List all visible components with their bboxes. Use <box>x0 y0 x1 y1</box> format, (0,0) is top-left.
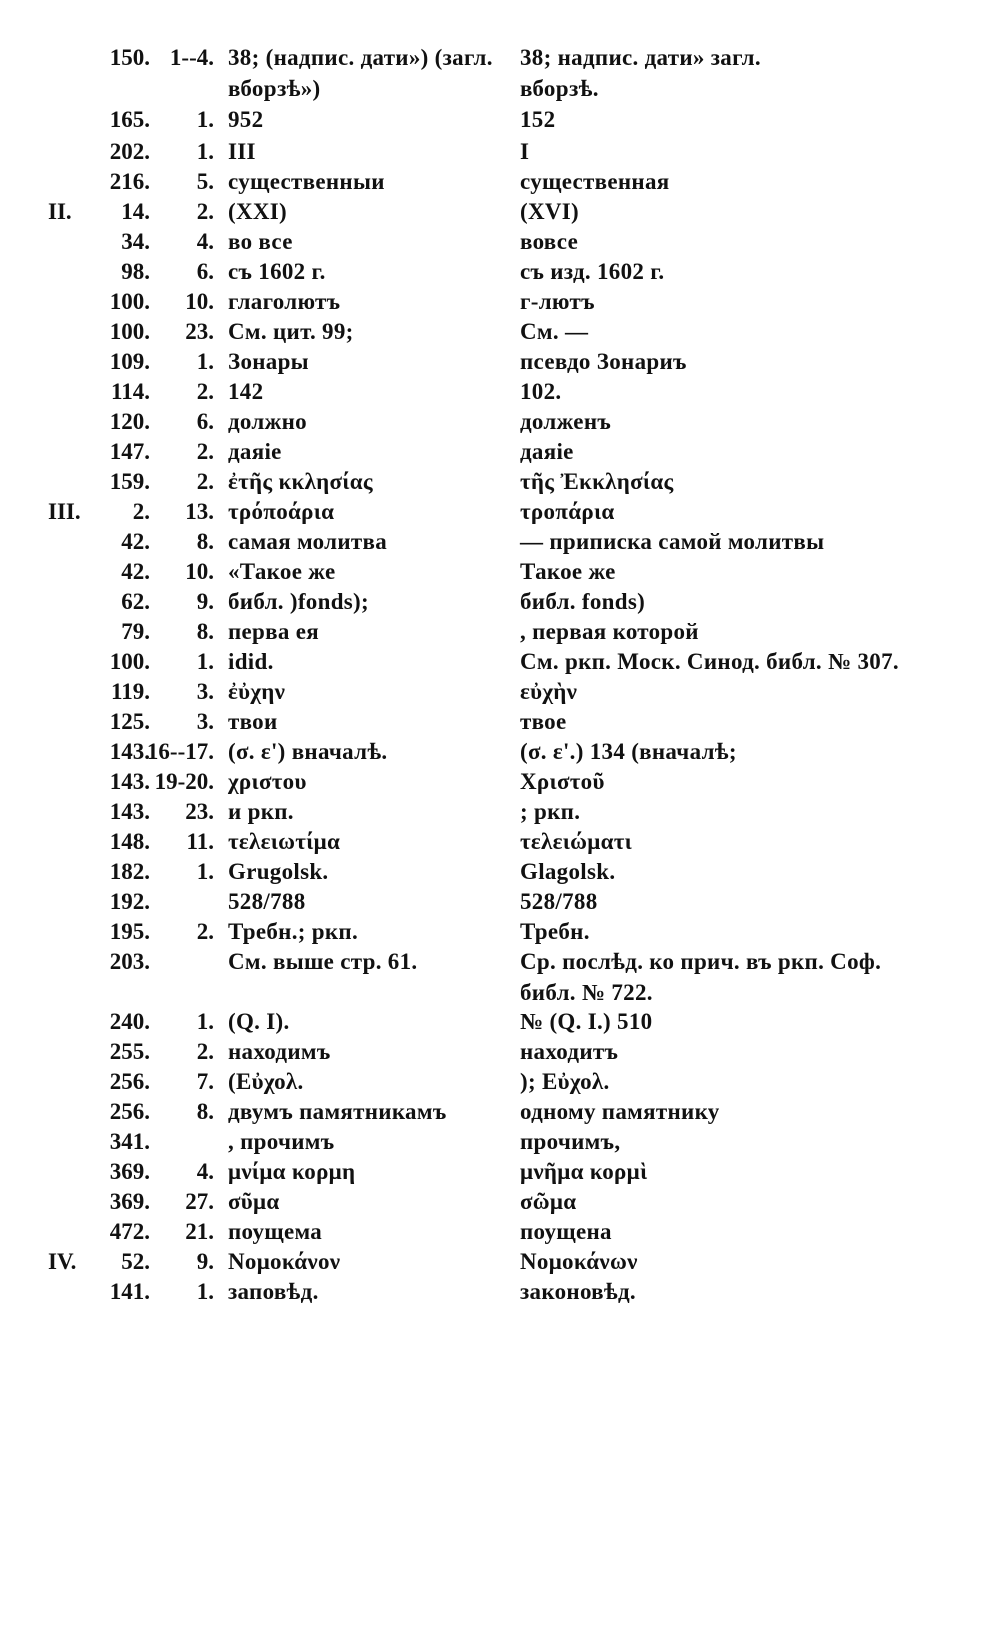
corrected-text: вовсе <box>520 229 579 254</box>
errata-row <box>0 826 1000 857</box>
errata-row <box>0 226 1000 257</box>
errata-row <box>0 466 1000 497</box>
printed-text: См. цит. 99; <box>228 319 354 344</box>
corrected-text: См. ркп. Моск. Синод. библ. № 307. <box>520 649 899 674</box>
line-number: 5. <box>196 169 214 194</box>
errata-row <box>0 1276 1000 1307</box>
printed-text: глаголютъ <box>228 289 341 314</box>
errata-row <box>0 796 1000 827</box>
printed-text: μνίμα κορμη <box>228 1159 356 1184</box>
line-number: 6. <box>196 409 214 434</box>
line-number: 1. <box>196 349 214 374</box>
printed-text: σῦμα <box>228 1189 280 1214</box>
page-number: 159. <box>109 469 150 494</box>
printed-text: двумъ памятникамъ <box>228 1099 447 1124</box>
volume-number: III. <box>48 499 81 524</box>
printed-text: (σ. ε') вначалѣ. <box>228 739 388 764</box>
printed-text: «Такое же <box>228 559 336 584</box>
printed-text: и ркп. <box>228 799 294 824</box>
line-number: 4. <box>196 229 214 254</box>
errata-row <box>0 766 1000 797</box>
line-number: 21. <box>185 1219 214 1244</box>
printed-text: существенныи <box>228 169 385 194</box>
page-number: 14. <box>121 199 150 224</box>
page-number: 143. <box>109 799 150 824</box>
corrected-text: τελειώματι <box>520 829 633 854</box>
page-number: 472. <box>109 1219 150 1244</box>
errata-row <box>0 916 1000 947</box>
errata-row <box>0 346 1000 377</box>
corrected-text: Νομοκάνων <box>520 1249 638 1274</box>
line-number: 1. <box>196 859 214 884</box>
line-number: 2. <box>196 919 214 944</box>
corrected-text: I <box>520 139 530 164</box>
page-number: 100. <box>109 319 150 344</box>
line-number: 1. <box>196 649 214 674</box>
corrected-text: τροπάρια <box>520 499 615 524</box>
errata-row <box>0 1096 1000 1127</box>
corrected-text: См. — <box>520 319 589 344</box>
errata-row <box>0 73 1000 104</box>
line-number: 27. <box>185 1189 214 1214</box>
printed-text: (Εὐχολ. <box>228 1069 304 1094</box>
corrected-text: Ср. послѣд. ко прич. въ ркп. Соф. <box>520 949 882 974</box>
printed-text: τελειωτίμα <box>228 829 341 854</box>
errata-row <box>0 166 1000 197</box>
line-number: 2. <box>196 1039 214 1064</box>
page-number: 125. <box>109 709 150 734</box>
printed-text: III <box>228 139 256 164</box>
errata-row <box>0 676 1000 707</box>
page-number: 143. <box>109 769 150 794</box>
line-number: 7. <box>196 1069 214 1094</box>
page-number: 120. <box>109 409 150 434</box>
page-number: 203. <box>109 949 150 974</box>
line-number: 13. <box>185 499 214 524</box>
page-number: 79. <box>121 619 150 644</box>
corrected-text: 152 <box>520 107 556 132</box>
page-number: 42. <box>121 529 150 554</box>
page-number: 62. <box>121 589 150 614</box>
errata-row <box>0 886 1000 917</box>
corrected-text: , первая которой <box>520 619 699 644</box>
corrected-text: 528/788 <box>520 889 598 914</box>
line-number: 1--4. <box>169 45 214 70</box>
line-number: 19-20. <box>154 769 214 794</box>
line-number: 23. <box>185 319 214 344</box>
line-number: 8. <box>196 619 214 644</box>
corrected-text: прочимъ, <box>520 1129 621 1154</box>
corrected-text: библ. № 722. <box>520 980 653 1005</box>
printed-text: библ. )fonds); <box>228 589 369 614</box>
printed-text: τρόποάρια <box>228 499 335 524</box>
page-number: 148. <box>109 829 150 854</box>
page-number: 192. <box>109 889 150 914</box>
errata-row <box>0 286 1000 317</box>
printed-text: ἐτῆς κκλησίας <box>228 469 373 494</box>
corrected-text: Такое же <box>520 559 616 584</box>
line-number: 10. <box>185 559 214 584</box>
errata-row <box>0 646 1000 677</box>
errata-row <box>0 856 1000 887</box>
line-number: 11. <box>186 829 214 854</box>
errata-row <box>0 136 1000 167</box>
page-number: 150. <box>109 45 150 70</box>
corrected-text: Требн. <box>520 919 590 944</box>
page-number: 2. <box>132 499 150 524</box>
corrected-text: μνῆμα κορμὶ <box>520 1159 648 1184</box>
errata-row <box>0 1036 1000 1067</box>
line-number: 23. <box>185 799 214 824</box>
errata-row <box>0 376 1000 407</box>
corrected-text: — приписка самой молитвы <box>520 529 825 554</box>
printed-text: перва ея <box>228 619 319 644</box>
errata-row <box>0 946 1000 977</box>
page-number: 119. <box>111 679 150 704</box>
page-number: 100. <box>109 289 150 314</box>
line-number: 4. <box>196 1159 214 1184</box>
errata-row <box>0 556 1000 587</box>
corrected-text: 102. <box>520 379 562 404</box>
errata-row <box>0 436 1000 467</box>
corrected-text: даяіе <box>520 439 574 464</box>
printed-text: Зонары <box>228 349 309 374</box>
corrected-text: съ изд. 1602 г. <box>520 259 665 284</box>
printed-text: , прочимъ <box>228 1129 335 1154</box>
corrected-text: библ. fonds) <box>520 589 646 614</box>
errata-row <box>0 586 1000 617</box>
page-number: 369. <box>109 1189 150 1214</box>
corrected-text: г-лютъ <box>520 289 595 314</box>
page-number: 114. <box>111 379 150 404</box>
errata-row <box>0 196 1000 227</box>
volume-number: IV. <box>48 1249 77 1274</box>
page-number: 195. <box>109 919 150 944</box>
printed-text: (Q. I). <box>228 1009 290 1034</box>
errata-row <box>0 42 1000 73</box>
printed-text: 142 <box>228 379 264 404</box>
line-number: 2. <box>196 199 214 224</box>
corrected-text: долженъ <box>520 409 612 434</box>
corrected-text: вборзѣ. <box>520 76 599 101</box>
errata-row <box>0 526 1000 557</box>
page-number: 147. <box>109 439 150 464</box>
page-number: 143. <box>109 739 150 764</box>
line-number: 9. <box>196 589 214 614</box>
printed-text: даяіе <box>228 439 282 464</box>
line-number: 1. <box>196 107 214 132</box>
line-number: 3. <box>196 679 214 704</box>
errata-row <box>0 1006 1000 1037</box>
line-number: 8. <box>196 529 214 554</box>
printed-text: заповѣд. <box>228 1279 319 1304</box>
corrected-text: твое <box>520 709 567 734</box>
page-number: 216. <box>109 169 150 194</box>
errata-row <box>0 1066 1000 1097</box>
corrected-text: Glagolsk. <box>520 859 616 884</box>
line-number: 6. <box>196 259 214 284</box>
printed-text: находимъ <box>228 1039 331 1064</box>
corrected-text: находитъ <box>520 1039 619 1064</box>
page-number: 52. <box>121 1249 150 1274</box>
line-number: 2. <box>196 439 214 464</box>
errata-row <box>0 977 1000 1008</box>
page-number: 341. <box>109 1129 150 1154</box>
page-number: 34. <box>121 229 150 254</box>
line-number: 2. <box>196 469 214 494</box>
errata-row <box>0 104 1000 135</box>
page-number: 182. <box>109 859 150 884</box>
corrected-text: поущена <box>520 1219 612 1244</box>
errata-row <box>0 736 1000 767</box>
printed-text: съ 1602 г. <box>228 259 326 284</box>
page-number: 100. <box>109 649 150 674</box>
printed-text: 528/788 <box>228 889 306 914</box>
errata-row <box>0 406 1000 437</box>
printed-text: idid. <box>228 649 274 674</box>
printed-text: χριστου <box>228 769 307 794</box>
page-number: 42. <box>121 559 150 584</box>
printed-text: твои <box>228 709 278 734</box>
errata-row <box>0 1246 1000 1277</box>
page-number: 165. <box>109 107 150 132</box>
errata-row <box>0 1156 1000 1187</box>
printed-text: См. выше стр. 61. <box>228 949 418 974</box>
printed-text: во все <box>228 229 293 254</box>
errata-row <box>0 256 1000 287</box>
line-number: 8. <box>196 1099 214 1124</box>
line-number: 16--17. <box>146 739 214 764</box>
corrected-text: ; ркп. <box>520 799 581 824</box>
corrected-text: (XVI) <box>520 199 579 224</box>
corrected-text: одному памятнику <box>520 1099 720 1124</box>
line-number: 9. <box>196 1249 214 1274</box>
corrected-text: № (Q. I.) 510 <box>520 1009 653 1034</box>
corrected-text: псевдо Зонариъ <box>520 349 687 374</box>
page-number: 369. <box>109 1159 150 1184</box>
corrected-text: существенная <box>520 169 670 194</box>
page-number: 256. <box>109 1099 150 1124</box>
errata-row <box>0 616 1000 647</box>
printed-text: Νομοκάνον <box>228 1249 341 1274</box>
printed-text: самая молитва <box>228 529 388 554</box>
printed-text: 952 <box>228 107 264 132</box>
line-number: 1. <box>196 139 214 164</box>
printed-text: (XXI) <box>228 199 287 224</box>
corrected-text: законовѣд. <box>520 1279 636 1304</box>
corrected-text: εὐχὴν <box>520 679 578 704</box>
errata-row <box>0 1216 1000 1247</box>
printed-text: ἐὐχην <box>228 679 286 704</box>
printed-text: Требн.; ркп. <box>228 919 359 944</box>
page-number: 240. <box>109 1009 150 1034</box>
line-number: 3. <box>196 709 214 734</box>
line-number: 2. <box>196 379 214 404</box>
volume-number: II. <box>48 199 72 224</box>
printed-text: Grugolsk. <box>228 859 329 884</box>
line-number: 1. <box>196 1009 214 1034</box>
line-number: 1. <box>196 1279 214 1304</box>
errata-row <box>0 1186 1000 1217</box>
corrected-text: (σ. ε'.) 134 (вначалѣ; <box>520 739 737 764</box>
errata-row <box>0 706 1000 737</box>
corrected-text: 38; надпис. дати» загл. <box>520 45 761 70</box>
errata-row <box>0 1126 1000 1157</box>
errata-row <box>0 496 1000 527</box>
page-number: 256. <box>109 1069 150 1094</box>
corrected-text: σῶμα <box>520 1189 577 1214</box>
printed-text: должно <box>228 409 307 434</box>
corrected-text: Χριστοῦ <box>520 769 605 794</box>
line-number: 10. <box>185 289 214 314</box>
page-number: 98. <box>121 259 150 284</box>
page-number: 109. <box>109 349 150 374</box>
page-number: 202. <box>109 139 150 164</box>
page-number: 141. <box>109 1279 150 1304</box>
printed-text: 38; (надпис. дати») (загл. <box>228 45 493 70</box>
errata-row <box>0 316 1000 347</box>
page-number: 255. <box>109 1039 150 1064</box>
printed-text: вборзѣ») <box>228 76 321 101</box>
corrected-text: τῆς Ἐκκλησίας <box>520 469 674 494</box>
corrected-text: ); Εὐχολ. <box>520 1069 610 1094</box>
printed-text: поущема <box>228 1219 323 1244</box>
